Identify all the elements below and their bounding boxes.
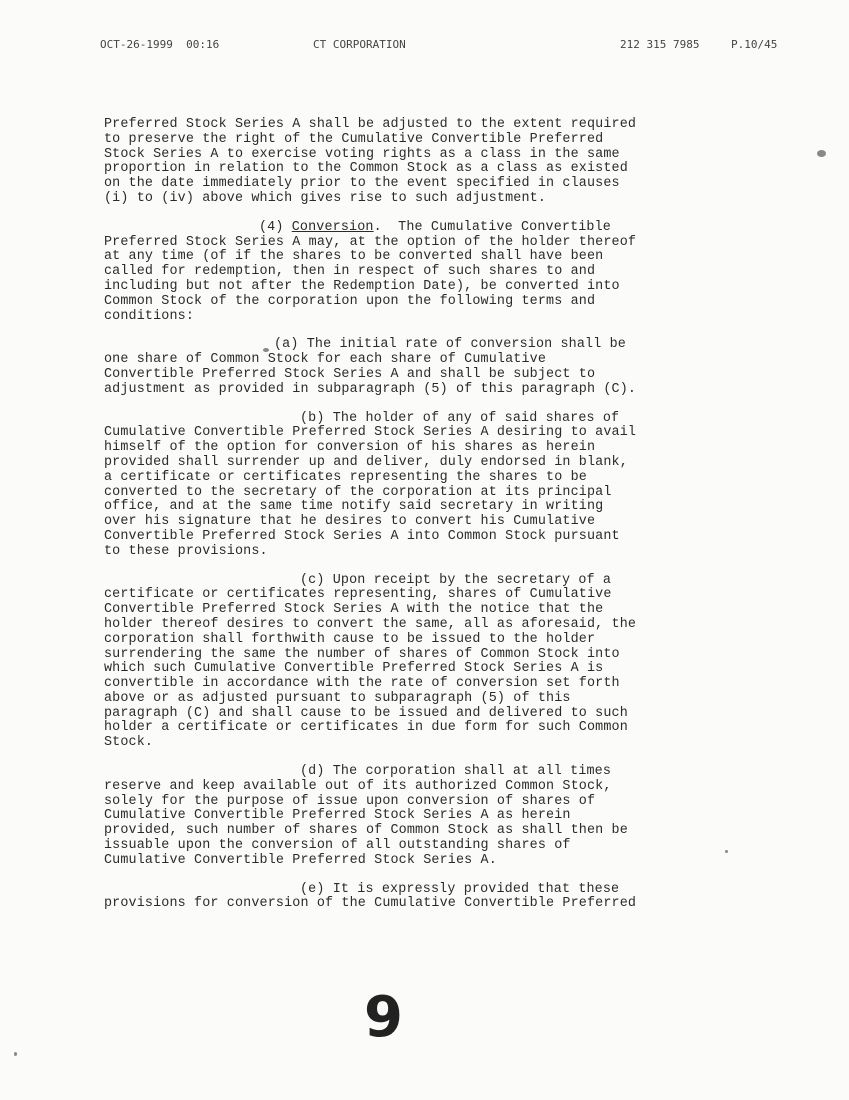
scan-speck xyxy=(817,150,826,157)
fax-phone: 212 315 7985 xyxy=(620,38,700,51)
conversion-text: Preferred Stock Series A may, at the option of the holder thereof at any time (of if the shares to be converted shall have been called for redemption, then in respect of such shares to and including but not after the Redemption Date), be converted into Common Stock of the corporation upon the following terms and conditions: xyxy=(104,234,637,324)
paragraph-a-text: one share of Common Stock for each share of Cumulative Convertible Preferred Stock Series A and shall be subject to adjustment as provided in subparagraph (5) of this paragraph (C). xyxy=(104,352,637,397)
paragraph-voting-adjustment: Preferred Stock Series A shall be adjusted to the extent required to preserve the right of the Cumulative Convertible Preferred Stock Series A to exercise voting rights as a class in the same proportion in relation to the Common Stock as a class as existed on the date immediately prior to the event specified in clauses (i) to (iv) above which gives rise to such adjustment. xyxy=(104,117,637,206)
paragraph-e xyxy=(104,883,744,913)
fax-company: CT CORPORATION xyxy=(313,38,406,51)
paragraph-d-first: (d) The corporation shall at all times xyxy=(300,764,612,780)
scan-speck xyxy=(263,348,269,352)
paragraph-b-text: Cumulative Convertible Preferred Stock Series A desiring to avail himself of the option for conversion of his shares as herein provided shall surrender up and deliver, duly endorsed in blank, a certificate or certificates representing the shares to be converted to the secretary of the corporation at its principal office, and at the same time notify said secretary in writing over his signature that he desires to convert his Cumulative Convertible Preferred Stock Series A into Common Stock pursuant to these provisions. xyxy=(104,425,637,559)
conversion-heading: Conversion xyxy=(291,219,374,235)
paragraph-e-first: (e) It is expressly provided that these xyxy=(300,881,620,897)
fax-date-time: OCT-26-1999 00:16 xyxy=(100,38,220,51)
paragraph-c-first: (c) Upon receipt by the secretary of a xyxy=(300,572,612,588)
paragraph-b-first: (b) The holder of any of said shares of xyxy=(300,410,620,426)
handwritten-page-number: 9 xyxy=(364,985,403,1050)
conversion-first-line: . The Cumulative Convertible xyxy=(373,219,611,235)
scan-speck xyxy=(725,850,728,853)
paragraph-a-first: (a) The initial rate of conversion shall be xyxy=(274,337,626,353)
paragraph-c-text: certificate or certificates representing, shares of Cumulative Convertible Preferred Stock Series A with the notice that the holder thereof desires to convert the same, all as aforesaid, the corporation shall forthwith cause to be issued to the holder surrendering the same the number of shares of Common Stock into which such Cumulative Convertible Preferred Stock Series A is convertible in accordance with the rate of conversion set forth above or as adjusted pursuant to subparagraph (5) of this paragraph (C) and shall cause to be issued and delivered to such holder a certificate or certificates in due form for such Common Stock. xyxy=(104,587,637,751)
paragraph-c xyxy=(104,574,744,752)
conversion-number: (4) xyxy=(259,219,292,235)
paragraph-d-text: reserve and keep available out of its authorized Common Stock, solely for the purpose of issue upon conversion of shares of Cumulative Convertible Preferred Stock Series A as herein provided, such number of shares of Common Stock as shall then be issuable upon the conversion of all outstanding shares of Cumulative Convertible Preferred Stock Series A. xyxy=(104,778,628,868)
paragraph-e-text: provisions for conversion of the Cumulative Convertible Preferred xyxy=(104,896,637,912)
fax-header xyxy=(0,38,849,56)
paragraph-conversion xyxy=(104,221,744,325)
scan-speck xyxy=(14,1052,17,1056)
document-body xyxy=(104,118,744,925)
paragraph-b xyxy=(104,412,744,560)
paragraph-a xyxy=(104,338,744,397)
paragraph-d xyxy=(104,765,744,869)
fax-page: P.10/45 xyxy=(731,38,778,51)
